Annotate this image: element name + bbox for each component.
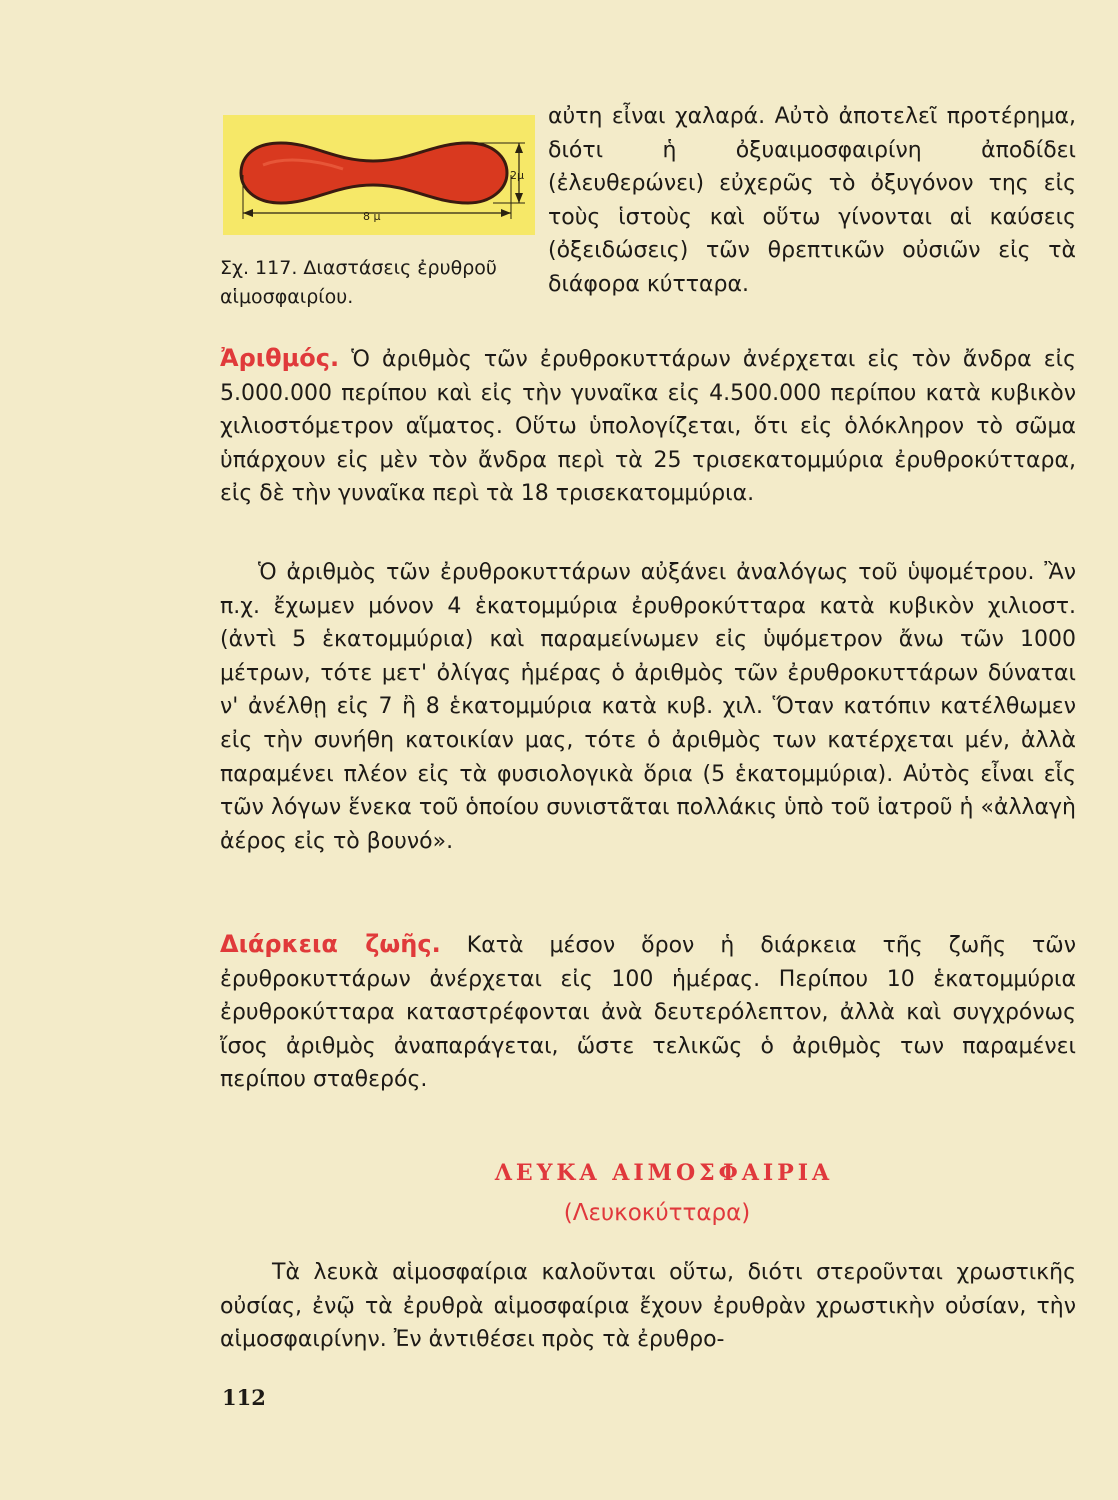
arithmos-heading: Ἀριθμός. bbox=[220, 344, 340, 372]
red-blood-cell-figure bbox=[223, 115, 535, 235]
diarkeia-paragraph bbox=[220, 928, 1076, 1097]
diarkeia-text: Κατὰ μέσον ὅρον ἡ διάρκεια τῆς ζωῆς τῶν ἐρυθροκυττάρων ἀνέρχεται εἰς 100 ἡμέρας. Περίπου 10 ἑκατομμύρια ἐρυθροκύτταρα καταστρέφονται ἀνὰ δευτερόλεπτον, ἀλλὰ καὶ συγχρόνως ἴσος ἀριθμὸς ἀναπαράγεται, ὥστε τελικῶς ὁ ἀριθμὸς των παραμένει περίπου σταθερός. bbox=[220, 933, 1077, 1093]
arithmos-paragraph-1 bbox=[220, 342, 1076, 511]
leuka-section-title: ΛΕΥΚΑ ΑΙΜΟΣΦΑΙΡΙΑ bbox=[494, 1160, 834, 1186]
leuka-section-subtitle: (Λευκοκύτταρα) bbox=[563, 1200, 751, 1226]
page-number: 112 bbox=[222, 1385, 266, 1410]
figure-caption: Σχ. 117. Διαστάσεις ἐρυθροῦ αἱμοσφαιρίου. bbox=[220, 257, 497, 308]
height-label: 2μ bbox=[510, 169, 524, 182]
red-blood-cell-shape bbox=[241, 143, 507, 203]
column-paragraph: αὐτη εἶναι χαλαρά. Αὐτὸ ἀποτελεῖ προτέρημα, διότι ἡ ὀξυαιμοσφαιρίνη ἀποδίδει (ἐλευθερώνει) εὐχερῶς τὸ ὀξυγόνον της εἰς τοὺς ἱστοὺς καὶ οὕτω γίνονται αἱ καύσεις (ὀξειδώσεις) τῶν θρεπτικῶν οὐσιῶν εἰς τὰ διάφορα κύτταρα. bbox=[548, 104, 1076, 297]
arithmos-text-1: Ὁ ἀριθμὸς τῶν ἐρυθροκυττάρων ἀνέρχεται εἰς τὸν ἄνδρα εἰς 5.000.000 περίπου καὶ εἰς τὴν γυναῖκα εἰς 4.500.000 περίπου κατὰ κυβικὸν χιλιοστόμετρον αἵματος. Οὕτω ὑπολογίζεται, ὅτι εἰς ὁλόκληρον τὸ σῶμα ὑπάρχουν εἰς μὲν τὸν ἄνδρα περὶ τὰ 25 τρισεκατομμύρια ἐρυθροκύτταρα, εἰς δὲ τὴν γυναῖκα περὶ τὰ 18 τρισεκατομμύρια. bbox=[220, 347, 1076, 507]
arithmos-paragraph-2: Ὁ ἀριθμὸς τῶν ἐρυθροκυττάρων αὐξάνει ἀναλόγως τοῦ ὑψομέτρου. Ἂν π.χ. ἔχωμεν μόνον 4 ἑκατομμύρια ἐρυθροκύτταρα κατὰ κυβικὸν χιλιοστ. (ἀντὶ 5 ἑκατομμύρια) καὶ παραμείνωμεν εἰς ὑψόμετρον ἄνω τῶν 1000 μέτρων, τότε μετ' ὀλίγας ἡμέρας ὁ ἀριθμὸς τῶν ἐρυθροκυττάρων δύναται ν' ἀνέλθῃ εἰς 7 ἢ 8 ἑκατομμύρια κατὰ κυβ. χιλ. Ὅταν κατόπιν κατέλθωμεν εἰς τὴν συνήθη κατοικίαν μας, τότε ὁ ἀριθμὸς των κατέρχεται μέν, ἀλλὰ παραμένει πλέον εἰς τὰ φυσιολογικὰ ὅρια (5 ἑκατομμύρια). Αὐτὸς εἶναι εἷς τῶν λόγων ἕνεκα τοῦ ὁποίου συνιστᾶται πολλάκις ὑπὸ τοῦ ἰατροῦ ἡ «ἀλλαγὴ ἀέρος εἰς τὸ βουνό». bbox=[220, 560, 1076, 854]
width-label: 8 μ bbox=[363, 210, 381, 223]
leuka-paragraph: Τὰ λευκὰ αἱμοσφαίρια καλοῦνται οὕτω, διότι στεροῦνται χρωστικῆς οὐσίας, ἐνῷ τὰ ἐρυθρὰ αἱμοσφαίρια ἔχουν ἐρυθρὰν χρωστικὴν οὐσίαν, τὴν αἱμοσφαιρίνην. Ἐν ἀντιθέσει πρὸς τὰ ἐρυθρο- bbox=[220, 1260, 1076, 1353]
diarkeia-heading: Διάρκεια ζωῆς. bbox=[220, 930, 441, 958]
